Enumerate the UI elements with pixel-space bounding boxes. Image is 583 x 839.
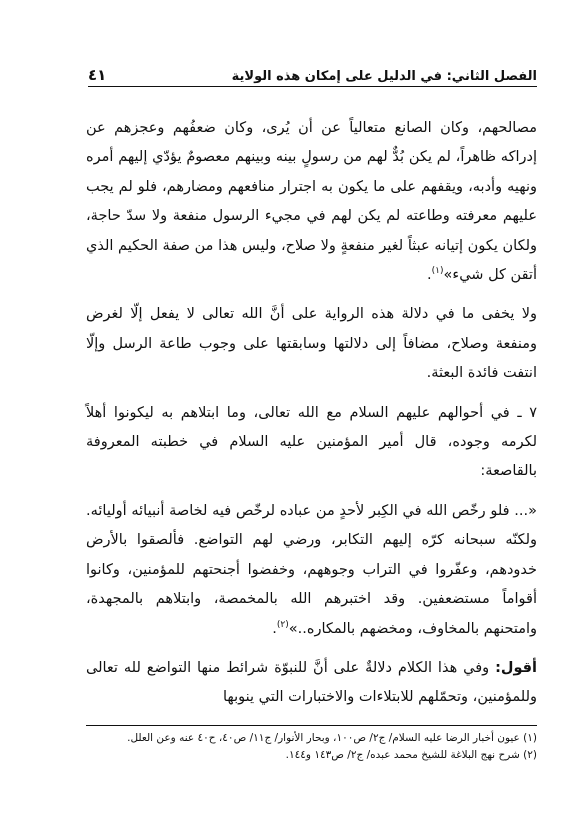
footnote-2: (٢) شرح نهج البلاغة للشيخ محمد عبده/ ج٢/ ص١٤٣ و١٤٤. bbox=[285, 749, 537, 761]
footnotes bbox=[86, 725, 537, 764]
paragraph-4-text: «... فلو رخّص الله في الكِبر لأحدٍ من عباده لرخّص فيه لخاصة أنبيائه أوليائه. ولكنّه سبحانه كرّه إليهم التكابر، ورضي لهم التواضع. فألصقوا بالأرض خدودهم، وعفّروا في التراب وجوههم، وخفضوا أجنحتهم للمؤمنين، وكانوا أقواماً مستضعفين. وقد اختبرهم الله بالمخمصة، وابتلاهم بالمجهدة، وامتحنهم بالمخاوف، ومخضهم بالمكاره..» bbox=[86, 502, 537, 637]
paragraph-1-text: مصالحهم، وكان الصانع متعالياً عن أن يُرى، وكان ضعفُهم وعجزهم عن إدراكه ظاهراً، لم يكن بُدٌّ لهم من رسولٍ بينه وبينهم معصومٌ يؤدّي إليهم أمره ونهيه وأدبه، ويقفهم على ما يكون به اجترار منافعهم ومضارهم، فلو لم يجب عليهم معرفته وطاعته لم يكن لهم في مجيء الرسول منفعة ولا سدّ حاجة، ولكان يكون إتيانه عبثاً لغير منفعةٍ ولا صلاح، وليس هذا من صفة الحكيم الذي أتقن كل شيء» bbox=[86, 120, 537, 284]
chapter-title: الفصل الثاني: في الدليل على إمكان هذه الولاية bbox=[231, 69, 537, 84]
paragraph-4 bbox=[86, 497, 537, 644]
footnote-ref-2: (٢) bbox=[276, 619, 289, 630]
paragraph-5-text: وفي هذا الكلام دلالةٌ على أنَّ للنبوّة شرائط منها التواضع لله تعالى وللمؤمنين، وتحمّلهم للابتلاءات والاختبارات التي ينوبها bbox=[86, 659, 537, 706]
paragraph-2: ولا يخفى ما في دلالة هذه الرواية على أنَّ الله تعالى لا يفعل إلّا لغرض ومنفعة وصلاح، مضافاً إلى دلالتها وسابقتها على وجوب طاعة الرسل وإلّا انتفت فائدة البعثة. bbox=[86, 306, 537, 382]
footnote-1: (١) عيون أخبار الرضا عليه السلام/ ج٢/ ص١٠٠، وبحار الأنوار/ ج١١/ ص٤٠، ح٤٠ عنه وعن العلل. bbox=[127, 732, 537, 744]
page-number: ٤١ bbox=[88, 66, 107, 84]
paragraph-1-end: . bbox=[427, 267, 432, 284]
paragraph-1 bbox=[86, 114, 537, 290]
paragraph-5-lead: أقول: bbox=[495, 659, 537, 676]
main-text bbox=[86, 114, 537, 713]
footnote-ref-1: (١) bbox=[431, 266, 444, 277]
paragraph-4-end: . bbox=[272, 620, 277, 637]
running-header bbox=[88, 62, 537, 87]
paragraph-5 bbox=[86, 654, 537, 713]
paragraph-3: ٧ ـ في أحوالهم عليهم السلام مع الله تعالى، وما ابتلاهم به ليكونوا أهلاً لكرمه وجوده، قال أمير المؤمنين عليه السلام في خطبته المعروفة بالقاصعة: bbox=[86, 404, 537, 480]
